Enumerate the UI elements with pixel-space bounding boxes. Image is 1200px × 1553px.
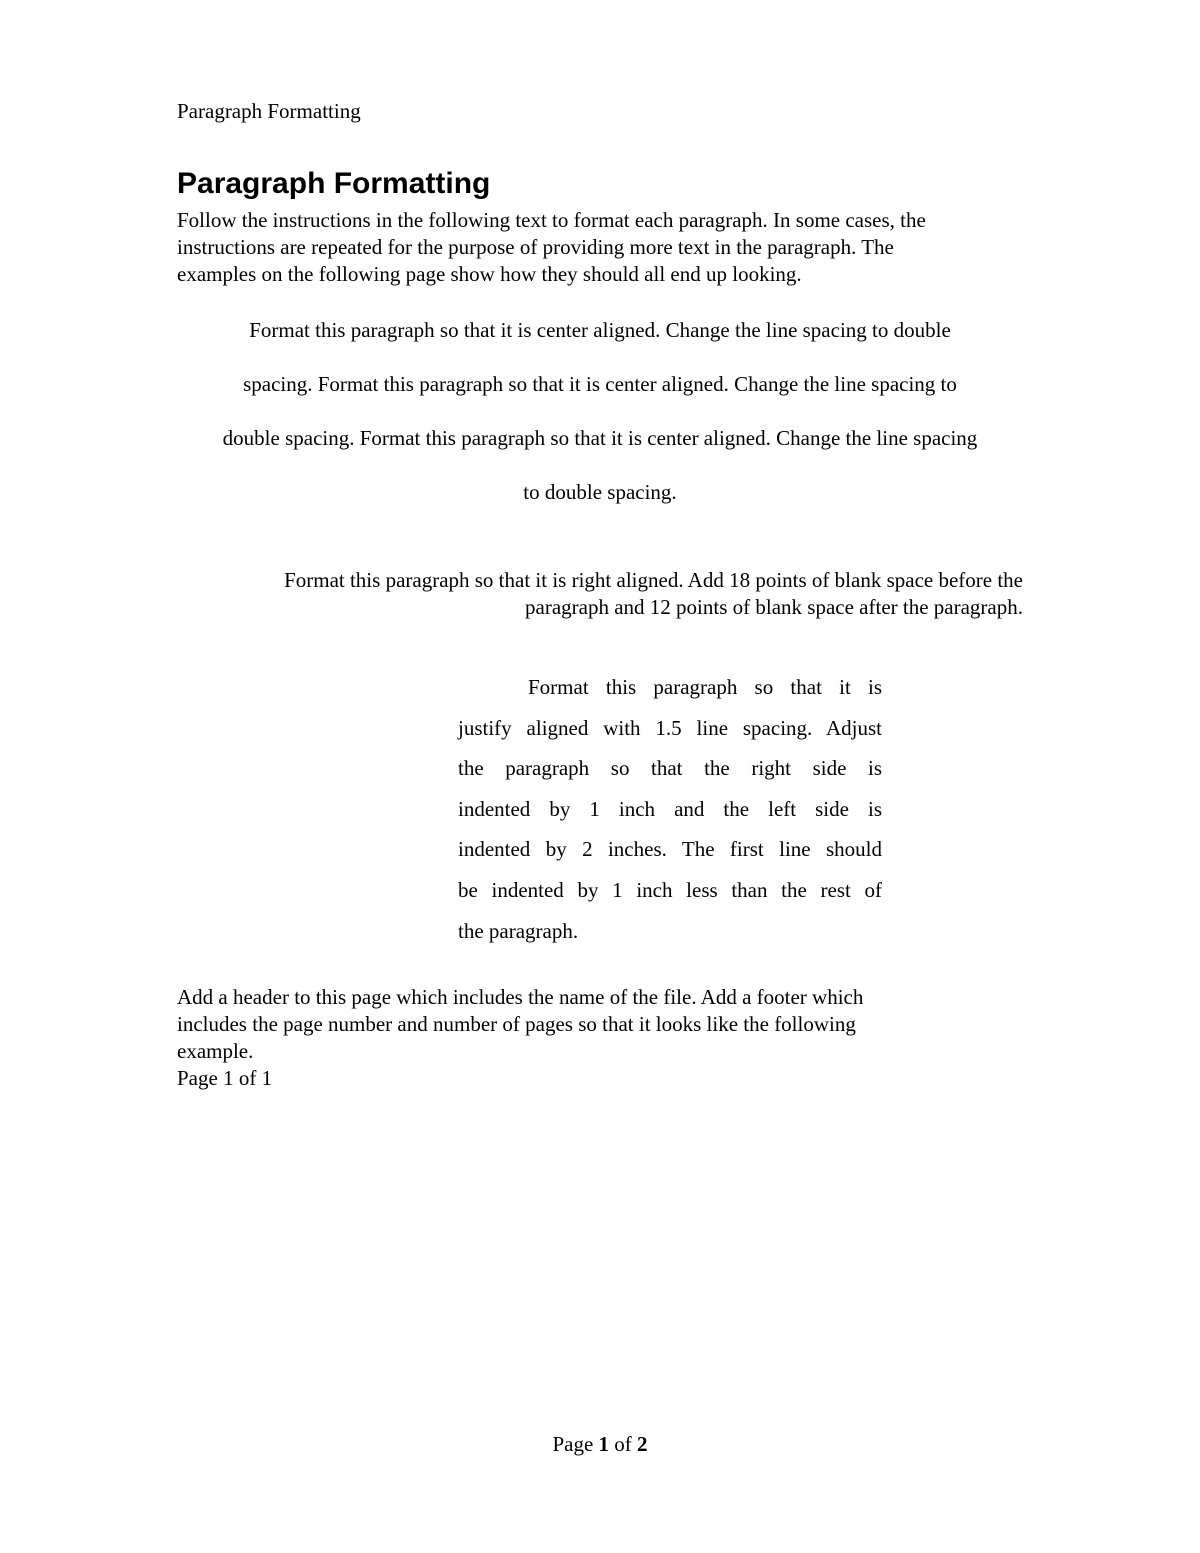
instruction-line: includes the page number and number of pages so that it looks like the following [177, 1012, 856, 1036]
justified-indented-paragraph [458, 672, 882, 956]
justify-line: the paragraph. [458, 918, 579, 943]
justify-line: be indented by 1 inch less than the rest of [458, 877, 882, 902]
total-pages-number: 2 [637, 1432, 648, 1456]
page-header: Paragraph Formatting [177, 99, 361, 123]
page-separator: of [614, 1432, 632, 1456]
right-line: paragraph and 12 points of blank space after the paragraph. [525, 595, 1023, 619]
page-footer [0, 1430, 1200, 1458]
right-line: Format this paragraph so that it is right aligned. Add 18 points of blank space before the [284, 568, 1023, 592]
justify-line: justify aligned with 1.5 line spacing. Adjust [458, 715, 882, 740]
instruction-line: Add a header to this page which includes the name of the file. Add a footer which [177, 985, 864, 1009]
example-page-number: Page 1 of 1 [177, 1066, 273, 1090]
right-aligned-paragraph [177, 567, 1023, 621]
intro-line: instructions are repeated for the purpose of providing more text in the paragraph. The [177, 235, 894, 259]
intro-paragraph [177, 207, 1037, 288]
intro-line: examples on the following page show how they should all end up looking. [177, 262, 802, 286]
intro-line: Follow the instructions in the following text to format each paragraph. In some cases, the [177, 208, 926, 232]
instruction-line: example. [177, 1039, 254, 1063]
justify-line: indented by 2 inches. The first line should [458, 837, 882, 862]
center-aligned-paragraph [160, 314, 1040, 530]
justify-line: indented by 1 inch and the left side is [458, 796, 882, 821]
current-page-number: 1 [598, 1432, 610, 1456]
page-label: Page [552, 1432, 594, 1456]
header-footer-instructions [177, 984, 1037, 1092]
center-line: to double spacing. [523, 480, 677, 504]
justify-line: the paragraph so that the right side is [458, 756, 882, 781]
justify-line: Format this paragraph so that it is [528, 675, 882, 699]
document-title: Paragraph Formatting [177, 167, 491, 200]
center-line: double spacing. Format this paragraph so that it is center aligned. Change the line spacing [222, 426, 978, 450]
center-line: spacing. Format this paragraph so that it is center aligned. Change the line spacing to [243, 372, 957, 396]
center-line: Format this paragraph so that it is center aligned. Change the line spacing to double [249, 318, 951, 342]
